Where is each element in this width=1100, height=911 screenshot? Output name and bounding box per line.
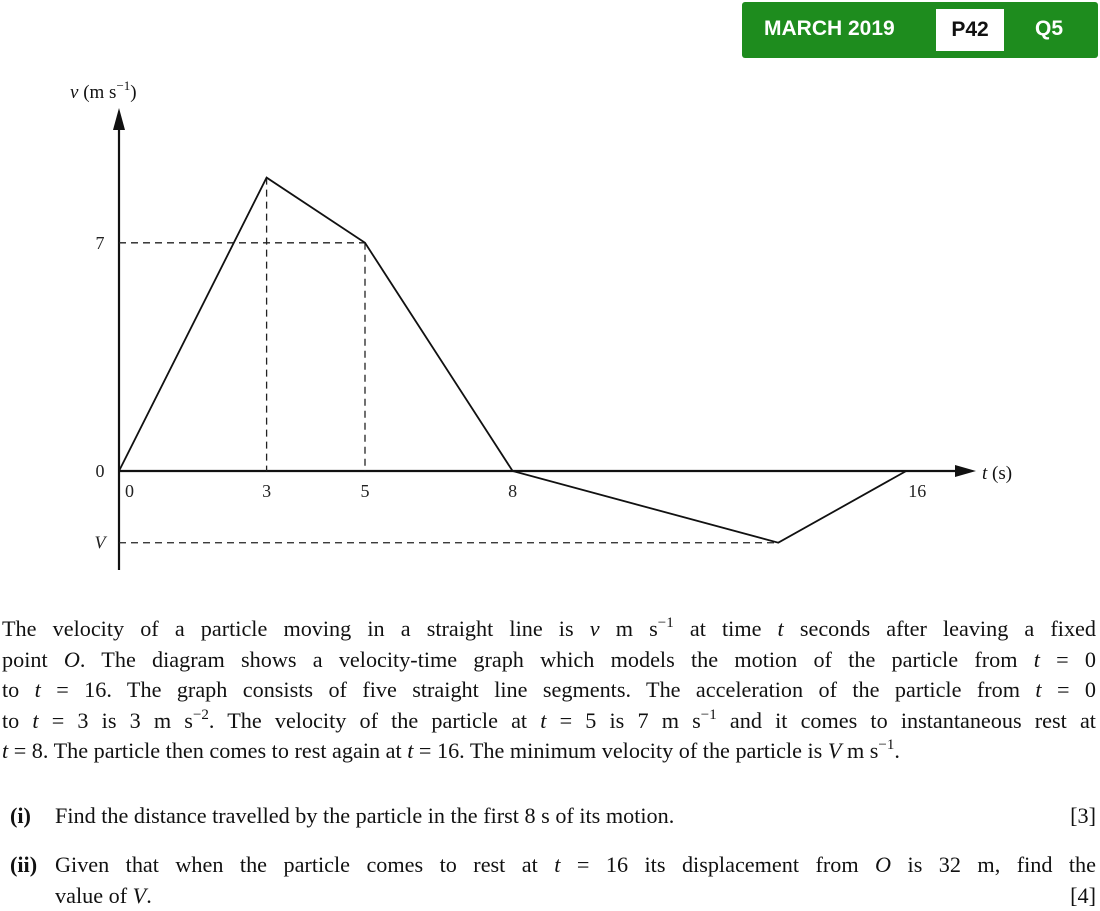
part-text-line1: Given that when the particle comes to rest at t = 16 its displacement from O is 32 m, find the	[55, 852, 1096, 877]
y-tick-label: V	[94, 532, 106, 553]
x-axis-title: t (s)	[982, 463, 1013, 484]
stem-line: to t = 3 is 3 m $s^{-2}$. The velocity of the particle at t = 5 is 7 m $s^{-1}$ and it comes to instantaneous rest at	[2, 706, 1096, 733]
y-tick-label: 7	[95, 232, 105, 253]
question-number-label: Q5	[1035, 17, 1064, 40]
part-number: (i)	[10, 803, 31, 828]
question-stem	[2, 614, 1096, 767]
x-tick-label: 3	[262, 481, 272, 501]
graph-axes	[113, 108, 976, 570]
part-text-line2: value of V.	[55, 883, 152, 908]
x-tick-label: 0	[125, 481, 134, 501]
paper-label: P42	[936, 9, 1004, 51]
part-text: Find the distance travelled by the particle in the first 8 s of its motion.	[55, 803, 675, 828]
x-tick-label: 16	[908, 481, 927, 501]
y-axis-arrow	[113, 108, 125, 130]
stem-line: point O. The diagram shows a velocity-time graph which models the motion of the particle from t = 0	[2, 646, 1097, 672]
graph-labels	[70, 78, 1012, 553]
stem-line: The velocity of a particle moving in a straight line is v m $s^{-1}$ at time t seconds after leaving a fixed	[2, 615, 1096, 641]
part-marks: [3]	[1070, 803, 1096, 828]
stem-line: t = 8. The particle then comes to rest again at t = 16. The minimum velocity of the particle is V m $s^{-1}$.	[2, 737, 900, 763]
y-axis-title: v (m $s^{-1}$)	[70, 78, 137, 103]
graph-guide-lines	[119, 178, 778, 543]
part-number: (ii)	[10, 852, 38, 877]
session-label: MARCH 2019	[764, 17, 895, 40]
stem-line: to t = 16. The graph consists of five straight line segments. The acceleration of the particle from t = 0	[2, 677, 1096, 702]
y-tick-label: 0	[95, 461, 105, 481]
x-axis-arrow	[955, 465, 976, 477]
part-marks: [4]	[1070, 883, 1096, 908]
x-tick-label: 8	[508, 481, 518, 501]
x-tick-label: 5	[360, 481, 370, 501]
